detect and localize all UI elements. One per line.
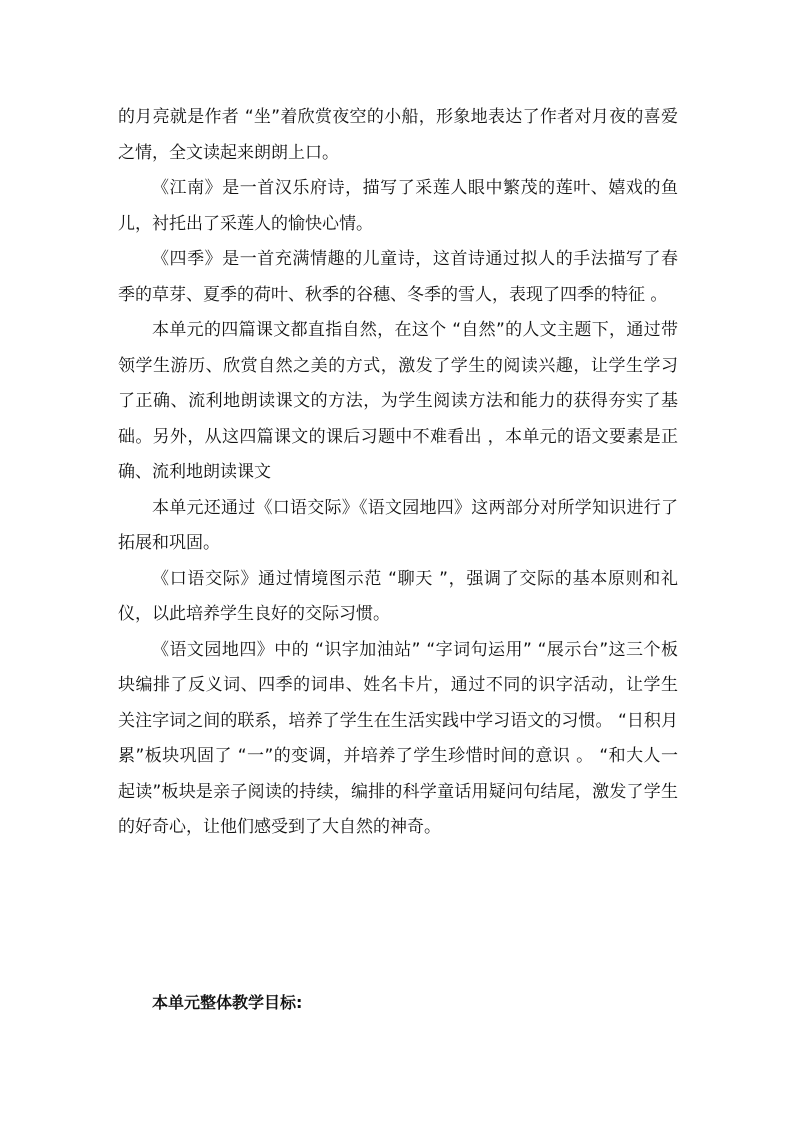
section-heading: 本单元整体教学目标: [152, 993, 303, 1012]
document-body [118, 100, 678, 846]
paragraph-unit-extension: 本单元还通过《口语交际》《语文园地四》这两部分对所学知识进行了拓展和巩固。 [118, 497, 678, 553]
paragraph-moon-boat: 的月亮就是作者 “坐”着欣赏夜空的小船，形象地表达了作者对月夜的喜爱之情，全文读起来朗朗上口。 [118, 107, 678, 163]
paragraph-unit-overview: 本单元的四篇课文都直指自然，在这个 “自然”的人文主题下，通过带领学生游历、欣赏自然之美的方式，激发了学生的阅读兴趣，让学生学习了正确、流利地朗读课文的方法，为学生阅读方法和能力的获得夯实了基础。另外，从这四篇课文的课后习题中不难看出 ，本单元的语文要素是正确、流利地朗读课文 [118, 320, 678, 482]
paragraph-jiangnan: 《江南》是一首汉乐府诗，描写了采莲人眼中繁茂的莲叶、嬉戏的鱼儿，衬托出了采莲人的愉快心情。 [118, 178, 678, 234]
paragraph-four-seasons: 《四季》是一首充满情趣的儿童诗，这首诗通过拟人的手法描写了春季的草芽、夏季的荷叶、秋季的谷穗、冬季的雪人，表现了四季的特征 。 [118, 249, 678, 305]
paragraph-oral-communication: 《口语交际》通过情境图示范 “聊天 ”，强调了交际的基本原则和礼仪，以此培养学生良好的交际习惯。 [118, 568, 678, 624]
paragraph-language-garden: 《语文园地四》中的 “识字加油站” “字词句运用” “展示台”这三个板块编排了反义词、四季的词串、姓名卡片，通过不同的识字活动，让学生关注字词之间的联系，培养了学生在生活实践中学习语文的习惯。 “日积月累”板块巩固了 “一”的变调，并培养了学生珍惜时间的意识 。 “和大人一起读”板块是亲子阅读的持续，编排的科学童话用疑问句结尾，激发了学生的好奇心，让他们感受到了大自然的神奇。 [118, 639, 678, 837]
